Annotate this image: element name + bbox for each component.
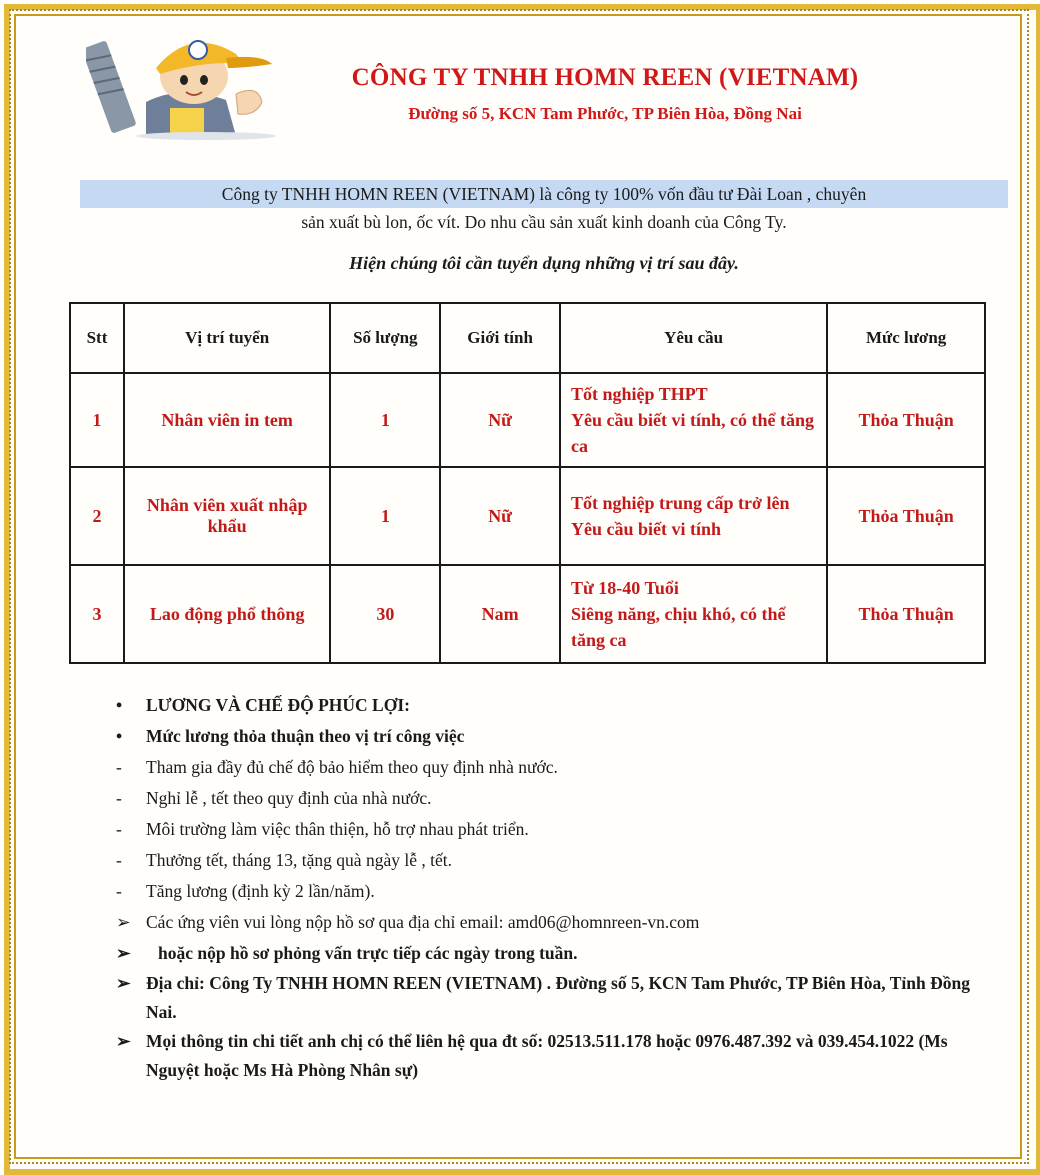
cell-stt: 1 xyxy=(70,373,124,467)
cell-quantity: 1 xyxy=(330,373,440,467)
arrow-bullet-icon: ➢ xyxy=(116,1031,131,1051)
header-quantity: Số lượng xyxy=(330,303,440,373)
benefit-text: Tăng lương (định kỳ 2 lần/năm). xyxy=(146,881,375,901)
benefits-heading: LƯƠNG VÀ CHẾ ĐỘ PHÚC LỢI: xyxy=(146,695,410,715)
apply-direct-item xyxy=(110,938,970,969)
table-header-row xyxy=(70,303,985,373)
dash-icon: - xyxy=(116,850,122,870)
table-row xyxy=(70,373,985,467)
cell-salary: Thỏa Thuận xyxy=(827,373,985,467)
cell-quantity: 1 xyxy=(330,467,440,565)
address-text: Địa chỉ: Công Ty TNHH HOMN REEN (VIETNAM) . Đường số 5, KCN Tam Phước, TP Biên Hòa, Tỉnh Đồng Nai. xyxy=(146,973,970,1022)
header-requirements: Yêu cầu xyxy=(560,303,827,373)
job-positions-table xyxy=(69,302,986,664)
company-address: Đường số 5, KCN Tam Phước, TP Biên Hòa, Đồng Nai xyxy=(408,104,802,123)
benefits-section xyxy=(110,690,970,1085)
cell-quantity: 30 xyxy=(330,565,440,663)
bullet-icon: • xyxy=(116,695,123,715)
cell-position: Nhân viên in tem xyxy=(124,373,330,467)
cell-requirements xyxy=(560,373,827,467)
cell-salary: Thỏa Thuận xyxy=(827,565,985,663)
dash-icon: - xyxy=(116,881,122,901)
cell-salary: Thỏa Thuận xyxy=(827,467,985,565)
requirement-line: Tốt nghiệp trung cấp trở lên xyxy=(570,493,790,513)
header-gender: Giới tính xyxy=(440,303,560,373)
arrow-bullet-icon: ➢ xyxy=(116,973,131,993)
cell-gender: Nam xyxy=(440,565,560,663)
requirement-line: Tốt nghiệp THPT xyxy=(570,384,708,404)
cell-position: Lao động phổ thông xyxy=(124,565,330,663)
benefit-text: Thưởng tết, tháng 13, tặng quà ngày lễ , tết. xyxy=(146,850,452,870)
requirement-line: Yêu cầu biết vi tính, có thể tăng ca xyxy=(570,410,814,456)
contact-text: Mọi thông tin chi tiết anh chị có thể liên hệ qua đt số: 02513.511.178 hoặc 0976.487.392 và 039.454.1022 (Ms Nguyệt hoặc Ms Hà Phòng Nhân sự) xyxy=(146,1031,948,1080)
apply-direct-text: hoặc nộp hồ sơ phỏng vấn trực tiếp các ngày trong tuần. xyxy=(158,943,578,963)
dash-icon: - xyxy=(116,788,122,808)
dash-icon: - xyxy=(116,757,122,777)
list-item xyxy=(110,845,970,876)
requirement-line: Từ 18-40 Tuổi xyxy=(570,578,679,598)
benefit-text: Nghỉ lễ , tết theo quy định của nhà nước. xyxy=(146,788,432,808)
requirement-line: Siêng năng, chịu khó, có thể tăng ca xyxy=(570,604,786,650)
cell-gender: Nữ xyxy=(440,467,560,565)
list-item xyxy=(110,783,970,814)
contact-item xyxy=(110,1027,970,1085)
apply-email-text: Các ứng viên vui lòng nộp hồ sơ qua địa chỉ email: amd06@homnreen-vn.com xyxy=(146,912,700,932)
header-salary: Mức lương xyxy=(827,303,985,373)
cell-stt: 2 xyxy=(70,467,124,565)
cell-position: Nhân viên xuất nhập khẩu xyxy=(124,467,330,565)
arrow-bullet-icon: ➢ xyxy=(116,912,131,932)
cell-stt: 3 xyxy=(70,565,124,663)
salary-note-item xyxy=(110,721,970,752)
list-item xyxy=(110,876,970,907)
table-row xyxy=(70,565,985,663)
dash-icon: - xyxy=(116,819,122,839)
benefits-heading-item xyxy=(110,690,970,721)
intro-line-3: Hiện chúng tôi cần tuyển dụng những vị trí sau đây. xyxy=(349,253,739,273)
cell-gender: Nữ xyxy=(440,373,560,467)
arrow-bullet-icon: ➢ xyxy=(116,943,131,963)
benefit-text: Môi trường làm việc thân thiện, hỗ trợ nhau phát triển. xyxy=(146,819,529,839)
benefit-text: Tham gia đầy đủ chế độ bảo hiểm theo quy định nhà nước. xyxy=(146,757,558,777)
cell-requirements xyxy=(560,467,827,565)
salary-note: Mức lương thỏa thuận theo vị trí công việc xyxy=(146,726,465,746)
list-item xyxy=(110,814,970,845)
list-item xyxy=(110,752,970,783)
intro-line-1: Công ty TNHH HOMN REEN (VIETNAM) là công ty 100% vốn đầu tư Đài Loan , chuyên xyxy=(80,180,1008,208)
company-name-heading: CÔNG TY TNHH HOMN REEN (VIETNAM) xyxy=(351,64,859,91)
intro-line-2: sản xuất bù lon, ốc vít. Do nhu cầu sản xuất kinh doanh của Công Ty. xyxy=(301,212,787,232)
cell-requirements xyxy=(560,565,827,663)
requirement-line: Yêu cầu biết vi tính xyxy=(570,519,721,539)
table-row xyxy=(70,467,985,565)
bullet-icon: • xyxy=(116,726,123,746)
address-item xyxy=(110,969,970,1027)
header-position: Vị trí tuyển xyxy=(124,303,330,373)
mascot-logo-icon xyxy=(86,24,286,142)
apply-email-item xyxy=(110,907,970,938)
header-stt: Stt xyxy=(70,303,124,373)
